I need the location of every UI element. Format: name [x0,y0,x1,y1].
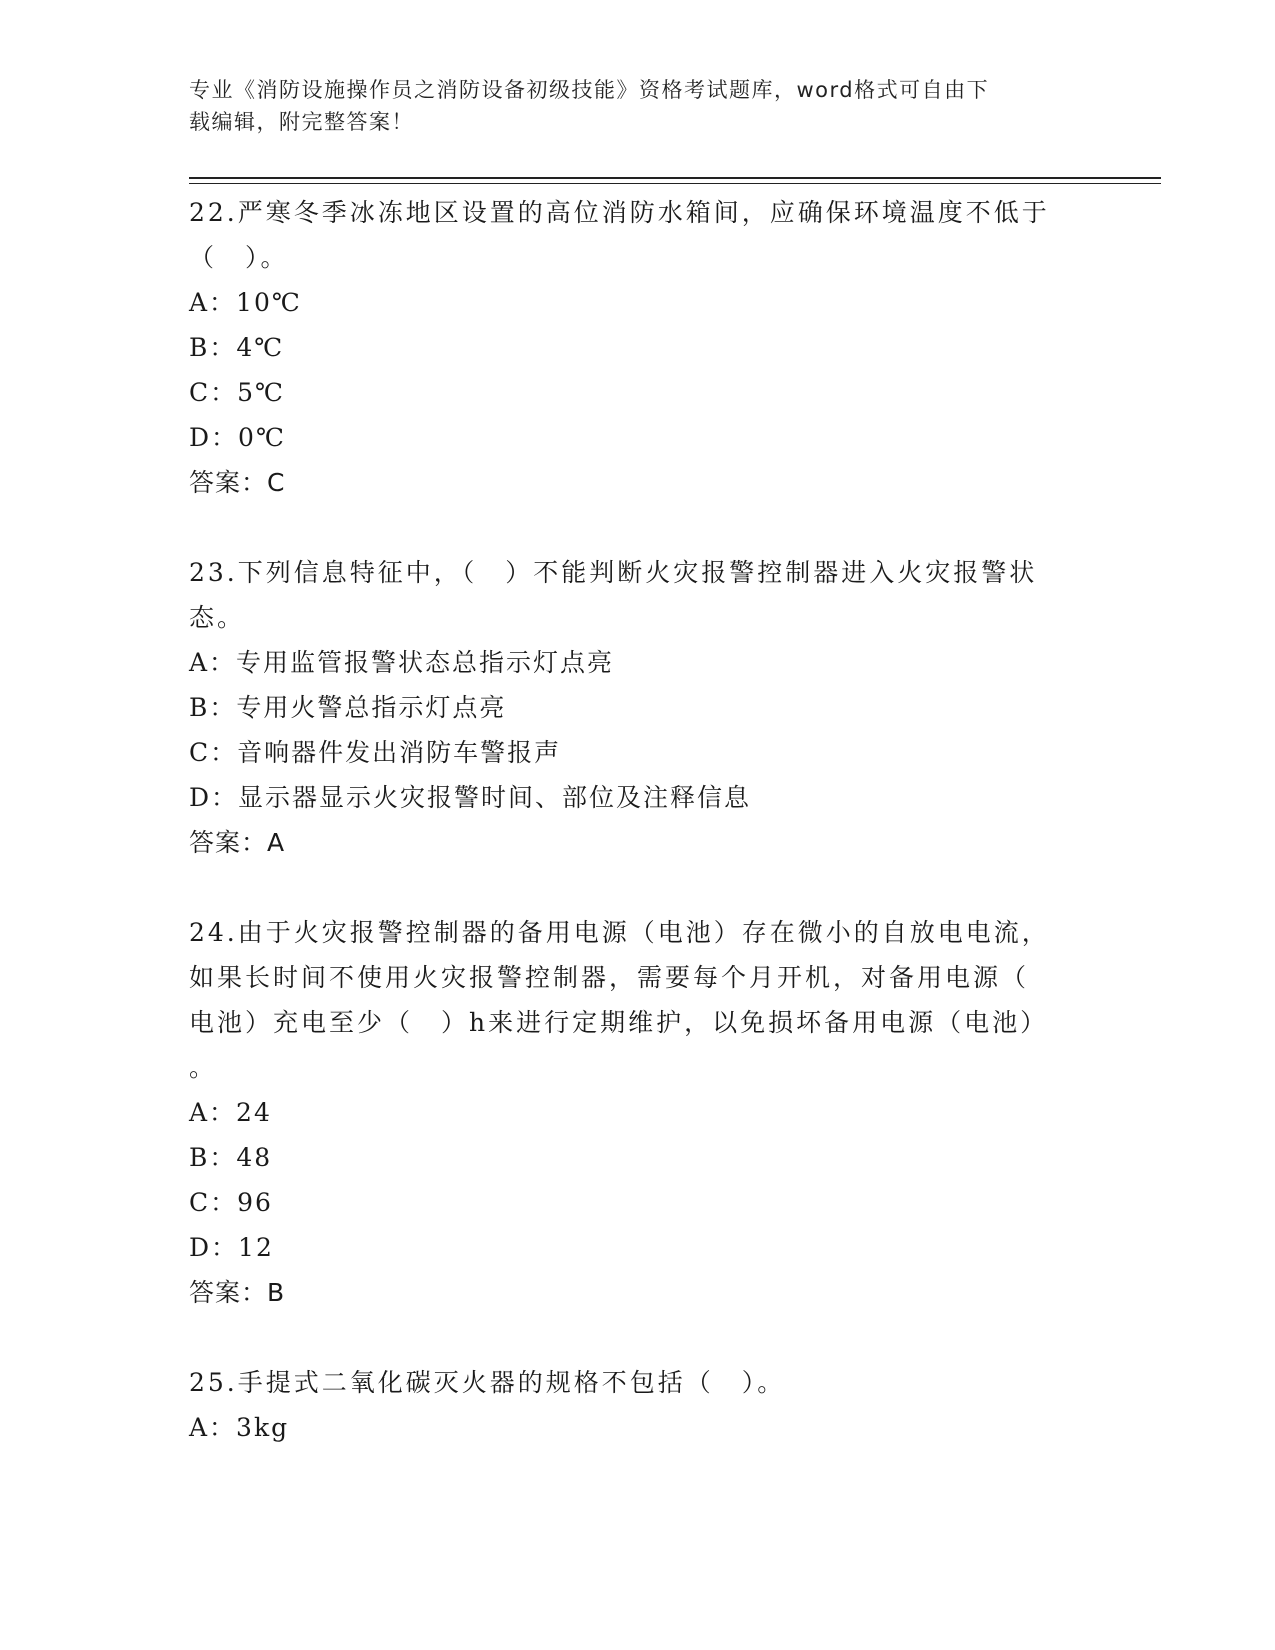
question-stem-line: 25.手提式二氧化碳灭火器的规格不包括（ ）。 [189,1368,786,1397]
option-d: D：12 [189,1233,274,1262]
question-24 [189,910,1089,1315]
header-divider-thick [189,177,1161,179]
option-c: C：96 [189,1188,273,1217]
question-stem [189,190,1089,280]
question-stem-line: 24.由于火灾报警控制器的备用电源（电池）存在微小的自放电电流， [189,918,1050,947]
question-stem-line: 如果长时间不使用火灾报警控制器，需要每个月开机，对备用电源（ [189,963,1030,992]
option-a: A：10℃ [189,288,302,317]
option-a: A：专用监管报警状态总指示灯点亮 [189,648,615,677]
question-stem-line: 。 [189,1053,218,1082]
option-b: B：专用火警总指示灯点亮 [189,693,507,722]
option-c: C：音响器件发出消防车警报声 [189,738,562,767]
option-c: C：5℃ [189,378,286,407]
answer-line: 答案：B [189,1278,286,1307]
header-line-1: 专业《消防设施操作员之消防设备初级技能》资格考试题库，word格式可自由下 [189,78,990,102]
answer-line: 答案：C [189,468,286,497]
document-header [189,74,1089,138]
question-stem-line: 电池）充电至少（ ）h来进行定期维护，以免损坏备用电源（电池） [189,1008,1049,1037]
header-divider-thin [189,183,1161,184]
question-list [189,190,1089,1450]
option-a: A：24 [189,1098,272,1127]
option-b: B：4℃ [189,333,285,362]
option-d: D：显示器显示火灾报警时间、部位及注释信息 [189,783,752,812]
question-23 [189,550,1089,865]
question-stem-line: （ ）。 [189,243,289,272]
question-22 [189,190,1089,505]
question-stem [189,550,1089,640]
question-stem-line: 态。 [189,603,246,632]
option-a: A：3kg [189,1413,290,1442]
question-stem [189,910,1089,1090]
option-b: B：48 [189,1143,273,1172]
question-stem-line: 22.严寒冬季冰冻地区设置的高位消防水箱间，应确保环境温度不低于 [189,198,1050,227]
answer-line: 答案：A [189,828,286,857]
question-stem [189,1360,1089,1405]
question-stem-line: 23.下列信息特征中，（ ）不能判断火灾报警控制器进入火灾报警状 [189,558,1038,587]
question-25 [189,1360,1089,1450]
option-d: D：0℃ [189,423,286,452]
header-line-2: 载编辑，附完整答案！ [189,110,414,134]
